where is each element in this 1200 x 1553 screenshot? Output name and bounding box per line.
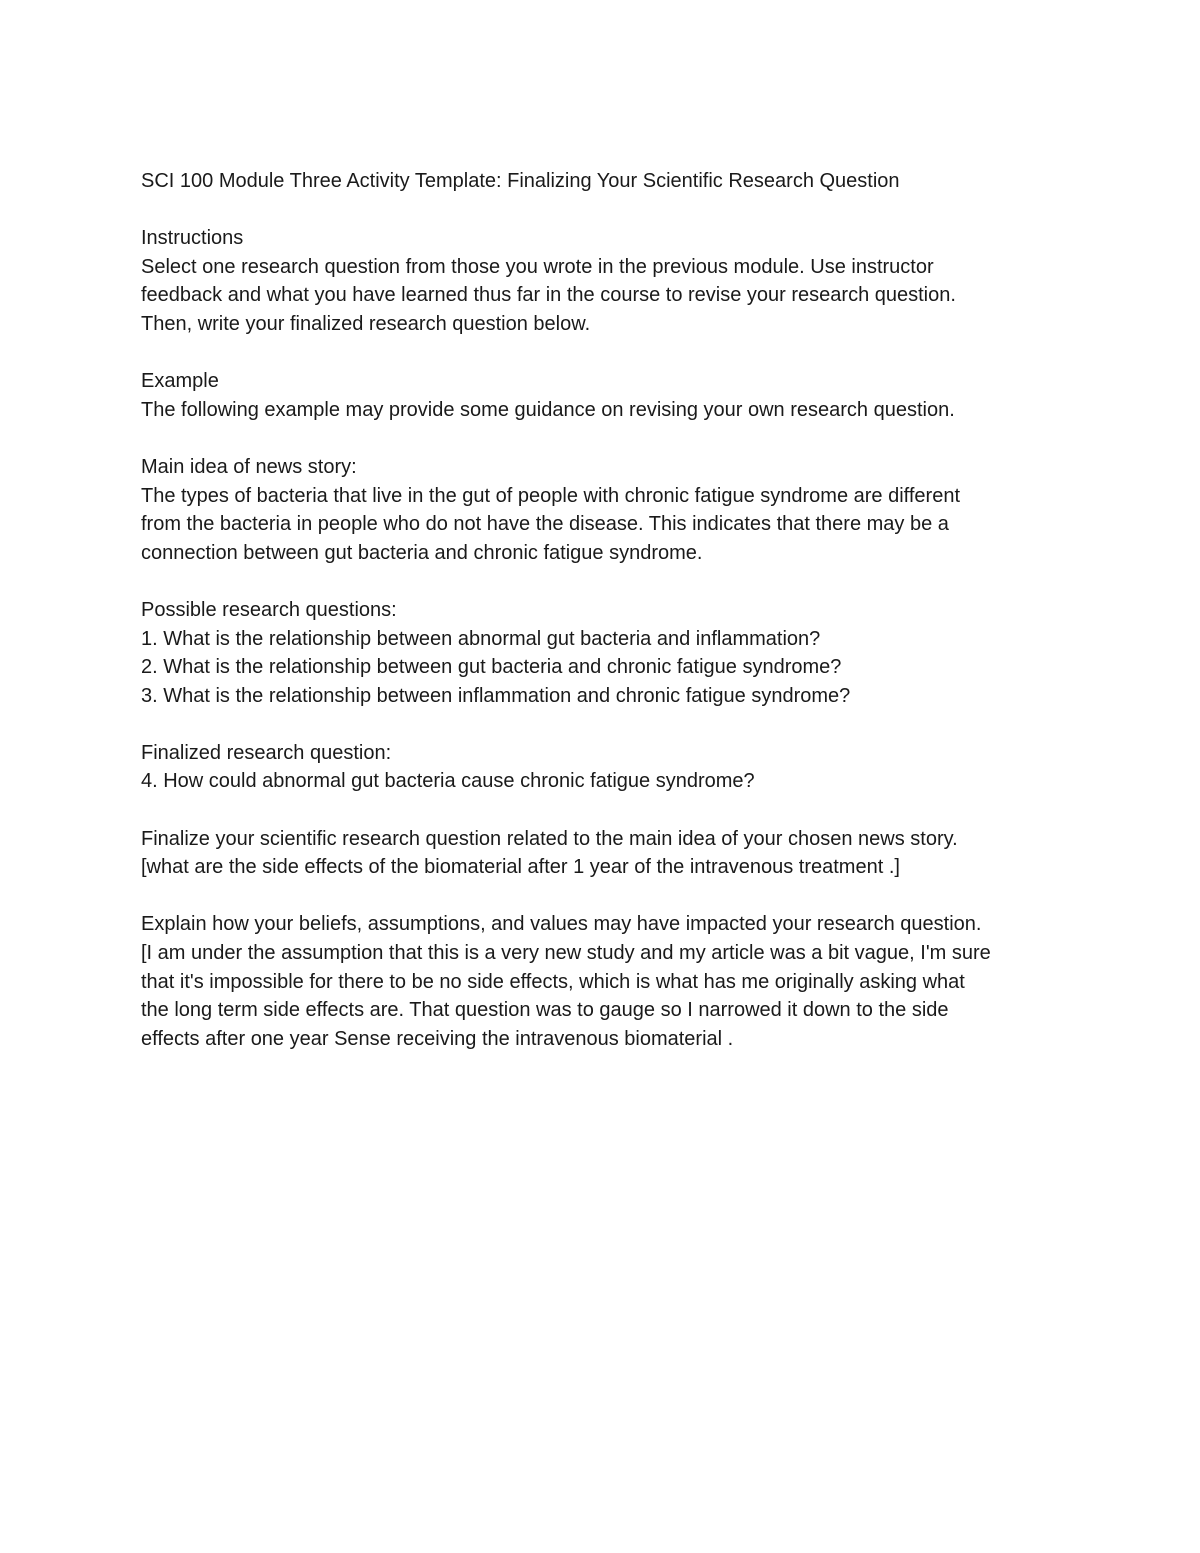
instructions-heading: Instructions bbox=[141, 227, 244, 250]
main-idea-line: connection between gut bacteria and chronic fatigue syndrome. bbox=[141, 541, 703, 564]
finalize-prompt: Finalize your scientific research question related to the main idea of your chosen news story. bbox=[141, 827, 958, 850]
main-idea-heading: Main idea of news story: bbox=[141, 455, 357, 478]
explain-prompt: Explain how your beliefs, assumptions, and values may have impacted your research question. bbox=[141, 913, 982, 936]
spacer bbox=[141, 710, 1081, 739]
document-title: SCI 100 Module Three Activity Template: Finalizing Your Scientific Research Question bbox=[141, 170, 900, 192]
spacer bbox=[141, 796, 1081, 825]
spacer bbox=[141, 339, 1081, 368]
possible-question-item: 2. What is the relationship between gut bacteria and chronic fatigue syndrome? bbox=[141, 656, 842, 679]
explain-answer-line: effects after one year Sense receiving the intravenous biomaterial . bbox=[141, 1027, 734, 1050]
spacer bbox=[141, 424, 1081, 453]
spacer bbox=[141, 196, 1081, 225]
instructions-line: Select one research question from those you wrote in the previous module. Use instructor bbox=[141, 255, 934, 278]
example-text: The following example may provide some guidance on revising your own research question. bbox=[141, 398, 955, 421]
finalize-answer: [what are the side effects of the biomaterial after 1 year of the intravenous treatment .] bbox=[141, 856, 900, 879]
possible-questions-heading: Possible research questions: bbox=[141, 598, 397, 621]
finalized-question-text: 4. How could abnormal gut bacteria cause chronic fatigue syndrome? bbox=[141, 770, 755, 793]
main-idea-line: from the bacteria in people who do not have the disease. This indicates that there may be a bbox=[141, 513, 949, 536]
instructions-line: feedback and what you have learned thus far in the course to revise your research question. bbox=[141, 284, 956, 307]
explain-answer-line: [I am under the assumption that this is a very new study and my article was a bit vague, I'm sure bbox=[141, 942, 991, 965]
spacer bbox=[141, 567, 1081, 596]
document-body bbox=[141, 167, 1081, 1053]
possible-question-item: 3. What is the relationship between inflammation and chronic fatigue syndrome? bbox=[141, 684, 851, 707]
instructions-line: Then, write your finalized research question below. bbox=[141, 312, 591, 335]
finalized-question-heading: Finalized research question: bbox=[141, 741, 392, 764]
explain-answer-line: that it's impossible for there to be no side effects, which is what has me originally asking what bbox=[141, 970, 965, 993]
example-heading: Example bbox=[141, 370, 219, 393]
explain-answer-line: the long term side effects are. That question was to gauge so I narrowed it down to the side bbox=[141, 999, 949, 1022]
possible-question-item: 1. What is the relationship between abnormal gut bacteria and inflammation? bbox=[141, 627, 821, 650]
spacer bbox=[141, 882, 1081, 911]
main-idea-line: The types of bacteria that live in the gut of people with chronic fatigue syndrome are different bbox=[141, 484, 960, 507]
